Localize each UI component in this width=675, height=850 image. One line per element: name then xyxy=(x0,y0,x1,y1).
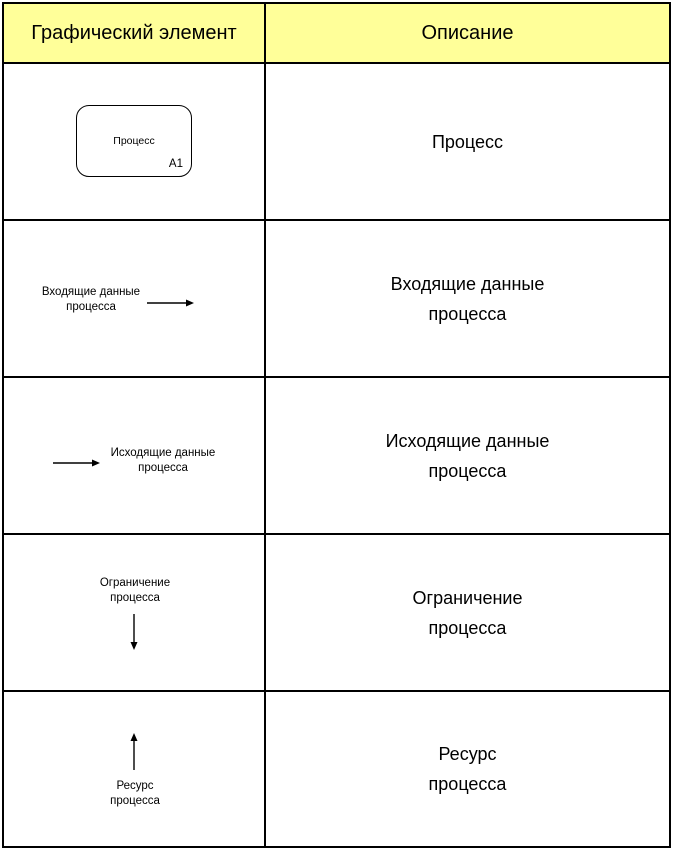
graphic-cell xyxy=(4,692,266,846)
description-line: Процесс xyxy=(431,131,504,152)
graphic-cell xyxy=(4,221,266,376)
table-header xyxy=(4,4,669,64)
output-label-line: процесса xyxy=(138,462,188,474)
input-label-line: процесса xyxy=(66,301,116,313)
header-graphic-element: Графический элемент xyxy=(4,4,266,62)
control-label-line: процесса xyxy=(110,592,160,604)
description-line: Исходящие данные xyxy=(385,430,550,451)
header-description: Описание xyxy=(266,4,669,62)
table-row-output xyxy=(4,378,669,535)
output-label xyxy=(98,446,228,476)
input-label-line: Входящие данные xyxy=(41,286,141,298)
table-row-resource xyxy=(4,692,669,846)
description-line: Ограничение xyxy=(412,587,523,608)
description-cell xyxy=(266,221,669,376)
description-cell xyxy=(266,378,669,533)
graphic-cell xyxy=(4,535,266,690)
resource-label-line: процесса xyxy=(110,795,160,807)
process-box xyxy=(76,105,192,177)
graphic-cell xyxy=(4,64,266,219)
input-label xyxy=(26,285,156,315)
legend-table xyxy=(2,2,671,848)
description-line: процесса xyxy=(428,303,507,324)
description-line: процесса xyxy=(428,617,507,638)
description-line: Входящие данные xyxy=(390,273,545,294)
arrow-up-icon xyxy=(128,732,140,772)
output-label-line: Исходящие данные xyxy=(110,447,216,459)
process-box-id: A1 xyxy=(168,158,183,170)
control-label-line: Ограничение xyxy=(99,577,171,589)
table-row-control xyxy=(4,535,669,692)
resource-label-line: Ресурс xyxy=(116,780,154,792)
description-cell xyxy=(266,692,669,846)
arrow-right-icon xyxy=(146,297,196,309)
description-cell xyxy=(266,535,669,690)
description-line: процесса xyxy=(428,460,507,481)
resource-label xyxy=(70,779,200,809)
description-line: Ресурс xyxy=(438,744,497,764)
arrow-down-icon xyxy=(128,613,140,653)
description-cell xyxy=(266,64,669,219)
table-row-process xyxy=(4,64,669,221)
table-row-input xyxy=(4,221,669,378)
description-line: процесса xyxy=(428,774,507,794)
control-label xyxy=(70,576,200,606)
arrow-right-icon xyxy=(52,457,102,469)
graphic-cell xyxy=(4,378,266,533)
process-box-label: Процесс xyxy=(113,135,155,147)
